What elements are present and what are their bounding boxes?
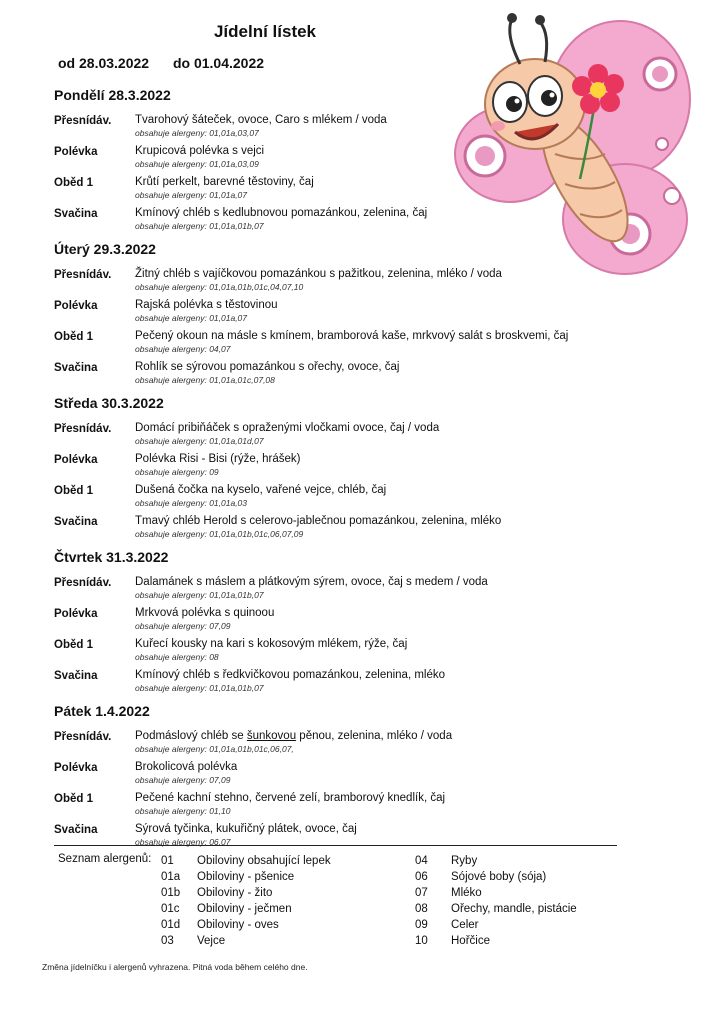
legend-name: Obiloviny - pšenice (197, 871, 295, 883)
meal-row (54, 206, 674, 237)
date-from: od 28.03.2022 (58, 55, 150, 71)
meal-allergens: obsahuje alergeny: 04,07 (135, 344, 231, 354)
day-title: Pátek 1.4.2022 (54, 703, 150, 719)
meal-text: Pečené kachní stehno, červené zelí, bramborový knedlík, čaj (135, 792, 446, 804)
legend-row (415, 933, 490, 949)
meal-text: Rajská polévka s těstovinou (135, 299, 278, 311)
meal-label: Polévka (54, 762, 98, 774)
meal-text: Dalamánek s máslem a plátkovým sýrem, ovoce, čaj s medem / voda (135, 576, 488, 588)
meal-text-part: pěnou, zelenina, mléko / voda (296, 730, 453, 742)
meal-allergens: obsahuje alergeny: 01,01a,01b,01c,04,07,10 (135, 282, 304, 292)
legend-row (161, 917, 279, 933)
meal-row (54, 113, 674, 144)
date-to: do 01.04.2022 (172, 55, 265, 71)
meal-allergens: obsahuje alergeny: 01,01a,03,09 (135, 159, 259, 169)
meal-label: Polévka (54, 454, 98, 466)
legend-name: Ořechy, mandle, pistácie (451, 903, 577, 915)
meal-text: Polévka Risi - Bisi (rýže, hrášek) (135, 453, 301, 465)
meal-row (54, 144, 674, 175)
meal-label: Oběd 1 (54, 485, 93, 497)
meal-row (54, 606, 674, 637)
legend-row (415, 901, 577, 917)
day-section (54, 240, 674, 391)
meal-row (54, 175, 674, 206)
legend-name: Sójové boby (sója) (451, 871, 547, 883)
day-title: Úterý 29.3.2022 (54, 241, 156, 257)
day-section (54, 702, 674, 853)
day-section (54, 86, 674, 237)
meal-row (54, 668, 674, 699)
meal-allergens: obsahuje alergeny: 01,01a,01b,07 (135, 683, 264, 693)
legend-code: 03 (161, 935, 174, 947)
meal-allergens: obsahuje alergeny: 01,01a,03 (135, 498, 248, 508)
menu-days (54, 86, 674, 856)
meal-row (54, 267, 674, 298)
legend-row (415, 885, 482, 901)
day-title: Pondělí 28.3.2022 (54, 87, 171, 103)
page-title: Jídelní lístek (213, 22, 317, 41)
meal-row (54, 421, 674, 452)
meal-text-underlined: šunkovou (246, 730, 297, 742)
legend-code: 10 (415, 935, 428, 947)
meal-allergens: obsahuje alergeny: 06,07 (135, 837, 231, 847)
legend-name: Vejce (197, 935, 226, 947)
meal-text: Krupicová polévka s vejci (135, 145, 265, 157)
legend-row (161, 885, 272, 901)
meal-text: Mrkvová polévka s quinoou (135, 607, 275, 619)
meal-row (54, 360, 674, 391)
meal-label: Oběd 1 (54, 639, 93, 651)
legend-code: 01 (161, 855, 174, 867)
legend-name: Obiloviny - oves (197, 919, 279, 931)
meal-label: Přesnídáv. (54, 577, 112, 589)
meal-allergens: obsahuje alergeny: 01,01a,01b,07 (135, 221, 264, 231)
meal-text: Tvarohový šáteček, ovoce, Caro s mlékem / voda (135, 114, 387, 126)
meal-allergens: obsahuje alergeny: 01,01a,01b,01c,06,07, (135, 744, 294, 754)
date-range (58, 55, 264, 71)
meal-text-part: Podmáslový chléb se (135, 730, 247, 742)
meal-text: Pečený okoun na másle s kmínem, bramborová kaše, mrkvový salát s broskvemi, čaj (135, 330, 569, 342)
meal-allergens: obsahuje alergeny: 09 (135, 467, 219, 477)
meal-label: Polévka (54, 300, 98, 312)
legend-row (415, 917, 478, 933)
meal-text: Kmínový chléb s kedlubnovou pomazánkou, zelenina, čaj (135, 207, 428, 219)
legend-name: Celer (451, 919, 479, 931)
legend-row (415, 869, 546, 885)
meal-text: Žitný chléb s vajíčkovou pomazánkou s pažitkou, zelenina, mléko / voda (135, 268, 502, 280)
legend-row (415, 853, 477, 869)
meal-label: Svačina (54, 208, 98, 220)
legend-row (161, 869, 294, 885)
day-section (54, 394, 674, 545)
meal-label: Oběd 1 (54, 793, 93, 805)
meal-row (54, 822, 674, 853)
meal-allergens: obsahuje alergeny: 08 (135, 652, 219, 662)
meal-row (54, 329, 674, 360)
legend-name: Obiloviny - žito (197, 887, 273, 899)
meal-allergens: obsahuje alergeny: 01,01a,03,07 (135, 128, 259, 138)
day-section (54, 548, 674, 699)
meal-text: Krůtí perkelt, barevné těstoviny, čaj (135, 176, 314, 188)
meal-allergens: obsahuje alergeny: 07,09 (135, 621, 231, 631)
legend-name: Obiloviny obsahující lepek (197, 855, 331, 867)
meal-row (54, 298, 674, 329)
legend-title: Seznam alergenů: (58, 853, 152, 865)
meal-label: Svačina (54, 824, 98, 836)
legend-name: Mléko (451, 887, 482, 899)
meal-text: Dušená čočka na kyselo, vařené vejce, chléb, čaj (135, 484, 387, 496)
meal-text: Domácí pribiňáček s opraženými vločkami ovoce, čaj / voda (135, 422, 440, 434)
legend-code: 01d (161, 919, 181, 931)
legend-name: Ryby (451, 855, 478, 867)
footer-note: Změna jídelníčku i alergenů vyhrazena. Pitná voda během celého dne. (42, 962, 308, 972)
meal-label: Polévka (54, 608, 98, 620)
meal-allergens: obsahuje alergeny: 01,01a,01b,01c,06,07,09 (135, 529, 304, 539)
meal-label: Oběd 1 (54, 331, 93, 343)
meal-text: Brokolicová polévka (135, 761, 238, 773)
meal-row (54, 760, 674, 791)
legend-code: 06 (415, 871, 428, 883)
meal-row (54, 575, 674, 606)
day-title: Středa 30.3.2022 (54, 395, 164, 411)
meal-allergens: obsahuje alergeny: 01,01a,07 (135, 313, 248, 323)
meal-text: Kmínový chléb s ředkvičkovou pomazánkou, zelenina, mléko (135, 669, 446, 681)
meal-row (54, 791, 674, 822)
legend-row (161, 901, 292, 917)
meal-row (54, 452, 674, 483)
legend-code: 07 (415, 887, 428, 899)
meal-label: Polévka (54, 146, 98, 158)
legend-code: 08 (415, 903, 428, 915)
meal-label: Přesnídáv. (54, 115, 112, 127)
legend-code: 01c (161, 903, 180, 915)
meal-label: Svačina (54, 516, 98, 528)
meal-text: Tmavý chléb Herold s celerovo-jablečnou pomazánkou, zelenina, mléko (135, 515, 502, 527)
meal-text: Rohlík se sýrovou pomazánkou s ořechy, ovoce, čaj (135, 361, 400, 373)
meal-text: Sýrová tyčinka, kukuřičný plátek, ovoce, čaj (135, 823, 357, 835)
meal-row (54, 514, 674, 545)
legend-row (161, 933, 225, 949)
meal-row (54, 637, 674, 668)
legend-name: Obiloviny - ječmen (197, 903, 292, 915)
meal-allergens: obsahuje alergeny: 01,10 (135, 806, 231, 816)
meal-allergens: obsahuje alergeny: 07,09 (135, 775, 231, 785)
meal-label: Přesnídáv. (54, 269, 112, 281)
meal-label: Přesnídáv. (54, 423, 112, 435)
legend-name: Hořčice (451, 935, 490, 947)
legend-row (161, 853, 331, 869)
legend-code: 01a (161, 871, 181, 883)
meal-label: Přesnídáv. (54, 731, 112, 743)
meal-allergens: obsahuje alergeny: 01,01a,07 (135, 190, 248, 200)
day-title: Čtvrtek 31.3.2022 (54, 549, 169, 565)
legend-code: 04 (415, 855, 428, 867)
meal-allergens: obsahuje alergeny: 01,01a,01b,07 (135, 590, 264, 600)
meal-allergens: obsahuje alergeny: 01,01a,01d,07 (135, 436, 264, 446)
meal-label: Svačina (54, 670, 98, 682)
legend-code: 01b (161, 887, 181, 899)
meal-row (54, 729, 674, 760)
meal-label: Oběd 1 (54, 177, 93, 189)
meal-row (54, 483, 674, 514)
meal-label: Svačina (54, 362, 98, 374)
legend-code: 09 (415, 919, 428, 931)
meal-allergens: obsahuje alergeny: 01,01a,01c,07,08 (135, 375, 275, 385)
meal-text (135, 729, 674, 744)
divider (54, 845, 617, 846)
meal-text: Kuřecí kousky na kari s kokosovým mlékem, rýže, čaj (135, 638, 408, 650)
